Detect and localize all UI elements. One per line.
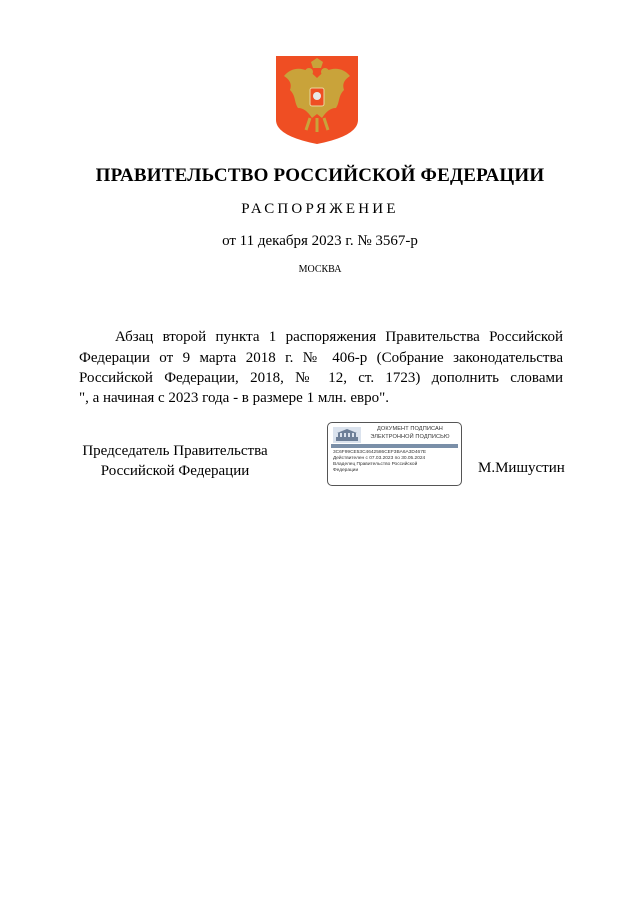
stamp-header-line: ДОКУМЕНТ ПОДПИСАН xyxy=(377,426,443,432)
stamp-header xyxy=(358,426,462,441)
stamp-owner: Федерации xyxy=(333,468,359,473)
signer-name: М.Мишустин xyxy=(478,460,565,476)
government-building-icon xyxy=(333,427,361,443)
stamp-details xyxy=(333,450,461,474)
document-type: РАСПОРЯЖЕНИЕ xyxy=(241,201,399,217)
body-text-line: Абзац второй пункта 1 распоряжения Правительства Российской xyxy=(115,329,563,345)
stamp-validity: Действителен с 07.03.2023 по 30.05.2024 xyxy=(333,456,426,461)
electronic-signature-stamp xyxy=(327,422,462,486)
signer-position-line: Председатель Правительства xyxy=(82,443,268,459)
stamp-owner: Владелец Правительство Российской xyxy=(333,462,418,467)
body-text-line: ", а начиная с 2023 года - в размере 1 млн. евро". xyxy=(79,390,389,406)
government-title: ПРАВИТЕЛЬСТВО РОССИЙСКОЙ ФЕДЕРАЦИИ xyxy=(95,165,545,186)
signer-position-line: Российской Федерации xyxy=(100,463,250,479)
stamp-certificate: 3C6F99CE53C4642586CEF3BA6A3D467E xyxy=(333,450,427,455)
body-text-line: Федерации от 9 марта 2018 г. № 406-р (Собрание законодательства xyxy=(79,350,563,366)
stamp-divider xyxy=(331,444,458,448)
body-text-line: Российской Федерации, 2018, № 12, ст. 1723) дополнить словами xyxy=(79,370,563,386)
signer-position xyxy=(80,441,270,481)
document-city: МОСКВА xyxy=(298,264,342,275)
document-date-number: от 11 декабря 2023 г. № 3567-р xyxy=(222,233,418,249)
stamp-header-line: ЭЛЕКТРОННОЙ ПОДПИСЬЮ xyxy=(370,433,450,440)
russian-coat-of-arms-icon xyxy=(276,56,358,144)
